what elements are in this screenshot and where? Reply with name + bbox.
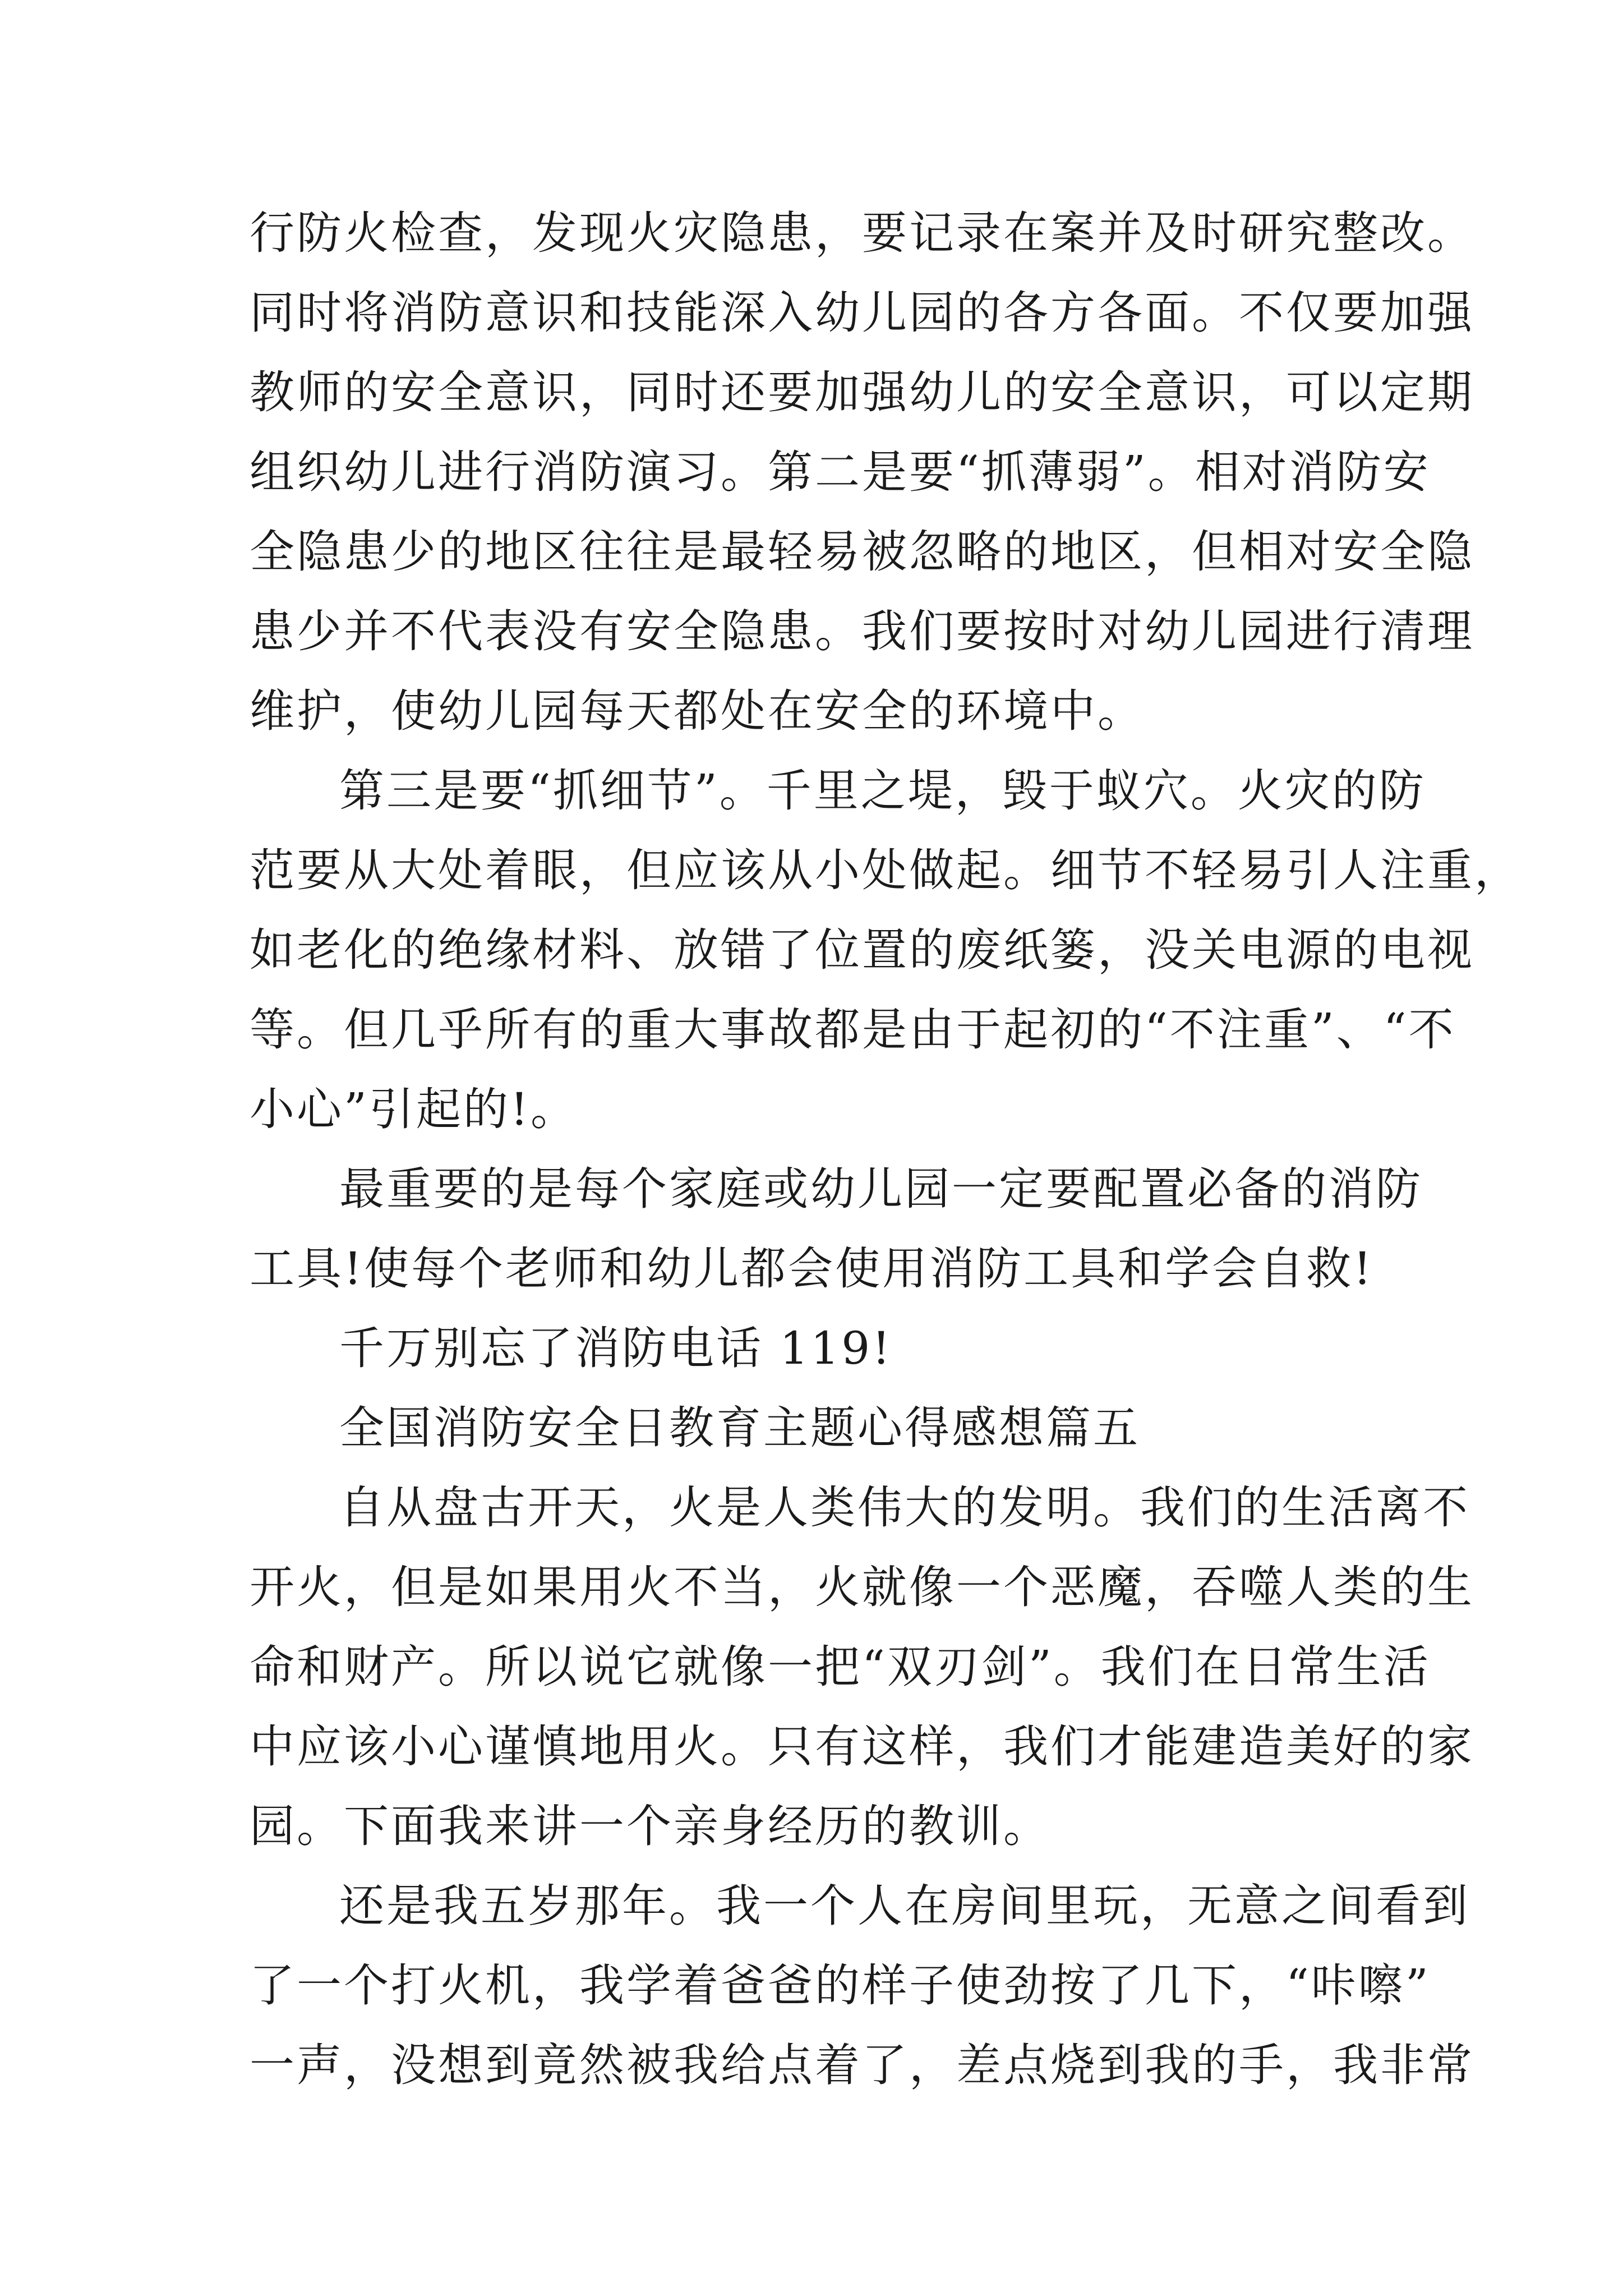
text-line: 了一个打火机，我学着爸爸的样子使劲按了几下，“咔嚓” bbox=[250, 1959, 1431, 2012]
text-line: 教师的安全意识，同时还要加强幼儿的安全意识，可以定期 bbox=[250, 366, 1474, 418]
text-line: 行防火检查，发现火灾隐患，要记录在案并及时研究整改。 bbox=[250, 207, 1474, 259]
text-line: 中应该小心谨慎地用火。只有这样，我们才能建造美好的家 bbox=[250, 1720, 1474, 1773]
paragraph-first-line: 千万别忘了消防电话 119! bbox=[339, 1322, 893, 1374]
text-line: 维护，使幼儿园每天都处在安全的环境中。 bbox=[250, 685, 1145, 737]
text-line: 命和财产。所以说它就像一把“双刃剑”。我们在日常生活 bbox=[250, 1641, 1431, 1693]
paragraph-first-line: 还是我五岁那年。我一个人在房间里玩，无意之间看到 bbox=[339, 1880, 1470, 1932]
text-line: 园。下面我来讲一个亲身经历的教训。 bbox=[250, 1800, 1050, 1852]
paragraph-first-line: 最重要的是每个家庭或幼儿园一定要配置必备的消防 bbox=[339, 1163, 1423, 1215]
text-line: 一声，没想到竟然被我给点着了，差点烧到我的手，我非常 bbox=[250, 2039, 1474, 2091]
text-line: 如老化的绝缘材料、放错了位置的废纸篓，没关电源的电视 bbox=[250, 924, 1474, 976]
text-line: 全隐患少的地区往往是最轻易被忽略的地区，但相对安全隐 bbox=[250, 526, 1474, 578]
body-text bbox=[250, 194, 1521, 2105]
text-line: 范要从大处着眼，但应该从小处做起。细节不轻易引人注重， bbox=[250, 844, 1521, 896]
text-line: 患少并不代表没有安全隐患。我们要按时对幼儿园进行清理 bbox=[250, 605, 1474, 657]
text-line: 工具!使每个老师和幼儿都会使用消防工具和学会自救! bbox=[250, 1243, 1374, 1295]
text-line: 开火，但是如果用火不当，火就像一个恶魔，吞噬人类的生 bbox=[250, 1561, 1474, 1613]
section-heading: 全国消防安全日教育主题心得感想篇五 bbox=[339, 1402, 1140, 1454]
paragraph-first-line: 第三是要“抓细节”。千里之堤，毁于蚁穴。火灾的防 bbox=[339, 765, 1426, 817]
text-line: 等。但几乎所有的重大事故都是由于起初的“不注重”、“不 bbox=[250, 1004, 1456, 1056]
paragraph-first-line: 自从盘古开天，火是人类伟大的发明。我们的生活离不 bbox=[339, 1481, 1470, 1534]
text-line: 组织幼儿进行消防演习。第二是要“抓薄弱”。相对消防安 bbox=[250, 446, 1431, 498]
text-line: 小心”引起的!。 bbox=[250, 1083, 578, 1135]
text-line: 同时将消防意识和技能深入幼儿园的各方各面。不仅要加强 bbox=[250, 287, 1474, 339]
